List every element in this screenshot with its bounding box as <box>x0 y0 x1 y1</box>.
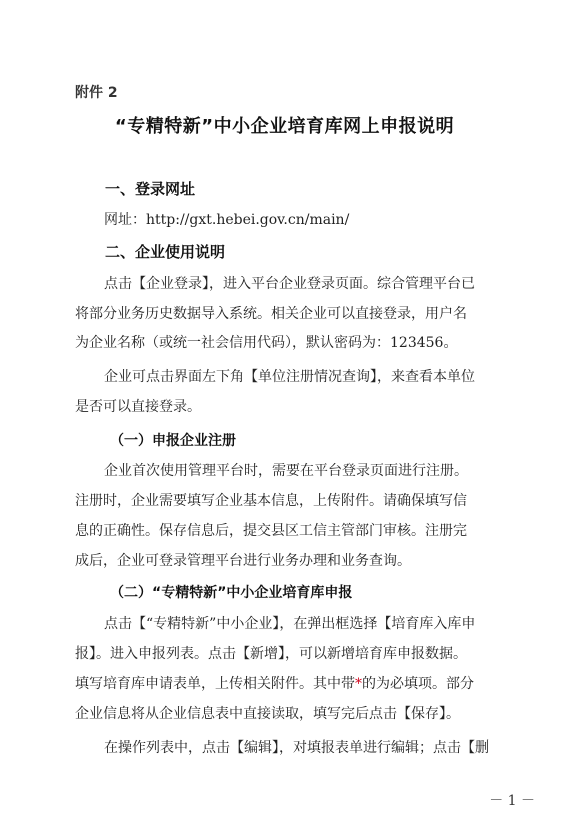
section-heading-login-url: 一、登录网址 <box>105 180 196 198</box>
paragraph-line: 在操作列表中，点击【编辑】，对填报表单进行编辑；点击【删 <box>104 740 489 756</box>
paragraph-line: 企业首次使用管理平台时，需要在平台登录页面进行注册。 <box>104 463 468 479</box>
required-asterisk: * <box>355 676 362 692</box>
url-link[interactable]: http://gxt.hebei.gov.cn/main/ <box>146 212 350 228</box>
paragraph-line <box>75 674 535 694</box>
paragraph-line: 企业可点击界面左下角【单位注册情况查询】，来查看本单位 <box>104 369 475 385</box>
paragraph-line: 点击【企业登录】，进入平台企业登录页面。综合管理平台已 <box>104 276 475 292</box>
paragraph-line: 为企业名称（或统一社会信用代码），默认密码为：123456。 <box>75 335 458 351</box>
paragraph-text: 填写培育库申请表单，上传相关附件。其中带 <box>75 676 355 692</box>
paragraph-text: 的为必填项。部分 <box>362 676 474 692</box>
paragraph-line: 成后，企业可登录管理平台进行业务办理和业务查询。 <box>75 553 411 569</box>
subsection-heading-registration: （一）申报企业注册 <box>110 433 236 449</box>
page-number: － 1 － <box>489 793 535 809</box>
paragraph-line: 企业信息将从企业信息表中直接读取，填写完后点击【保存】。 <box>75 706 460 722</box>
paragraph-line: 注册时，企业需要填写企业基本信息，上传附件。请确保填写信 <box>75 493 467 509</box>
paragraph-line: 是否可以直接登录。 <box>75 399 201 415</box>
url-line <box>104 210 535 230</box>
section-heading-usage: 二、企业使用说明 <box>105 243 226 261</box>
subsection-heading-application: （二）“专精特新”中小企业培育库申报 <box>110 585 353 601</box>
paragraph-line: 报】。进入申报列表。点击【新增】，可以新增培育库申报数据。 <box>75 646 467 662</box>
paragraph-line: 点击【“专精特新”中小企业】，在弹出框选择【培育库入库申 <box>104 616 476 632</box>
paragraph-line: 将部分业务历史数据导入系统。相关企业可以直接登录，用户名 <box>75 306 467 322</box>
url-label: 网址： <box>104 212 146 228</box>
paragraph-line: 息的正确性。保存信息后，提交县区工信主管部门审核。注册完 <box>75 523 467 539</box>
document-title: “专精特新”中小企业培育库网上申报说明 <box>114 116 455 137</box>
attachment-label: 附件 2 <box>75 85 118 101</box>
